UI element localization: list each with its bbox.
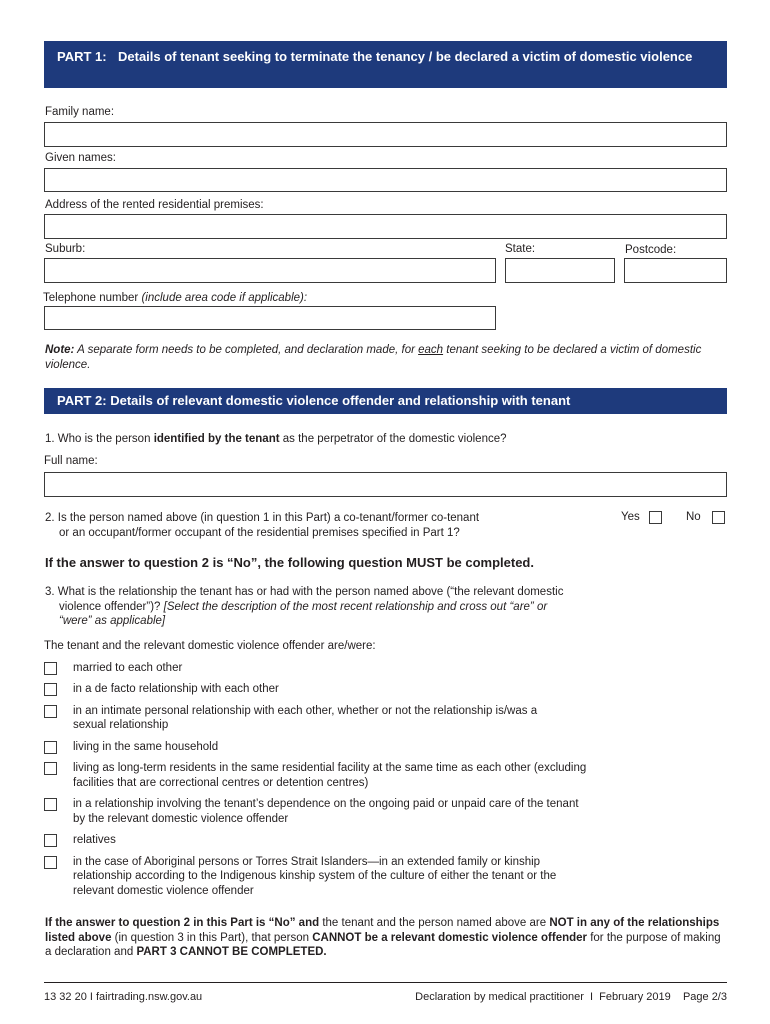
option-care-l1: in a relationship involving the tenant’s dependence on the ongoing paid or unpaid care of the tenant — [73, 798, 579, 810]
option-checkbox-kinship[interactable] — [44, 856, 57, 869]
option-care-l2: by the relevant domestic violence offender — [73, 813, 289, 825]
footer-right: Declaration by medical practitioner I February 2019 Page 2/3 — [415, 991, 727, 1003]
note-text-a: A separate form needs to be completed, and declaration made, for — [77, 344, 415, 356]
final-bold-2: NOT in any — [549, 917, 611, 929]
relationship-intro: The tenant and the relevant domestic violence offender are/were: — [44, 640, 376, 652]
option-checkbox-married[interactable] — [44, 662, 57, 675]
suburb-label: Suburb: — [45, 243, 86, 255]
question-3-line1: 3. What is the relationship the tenant has or had with the person named above (“the relevant domestic — [45, 586, 564, 598]
telephone-hint: (include area code if applicable): — [141, 292, 308, 304]
full-name-input[interactable] — [44, 472, 727, 497]
address-label: Address of the rented residential premises: — [45, 199, 264, 211]
q1-text-b: as the perpetrator of the domestic violence? — [282, 433, 507, 445]
note-underline: each — [418, 344, 444, 356]
final-bold-1: If the answer to question 2 in this Part is “No” and — [45, 917, 320, 929]
part1-label: PART 1: — [57, 49, 107, 64]
note — [45, 343, 725, 372]
final-text-1: the tenant and the person named above are — [322, 917, 547, 929]
option-kinship-l2: relationship according to the Indigenous kinship system of the culture of either the tenant or the — [73, 870, 557, 882]
part2-banner — [44, 388, 727, 414]
state-label: State: — [505, 243, 536, 255]
final-bold-6: PART 3 CANNOT BE COMPLETED. — [136, 946, 327, 958]
q1-text-a: 1. Who is the person — [45, 433, 151, 445]
option-checkbox-household[interactable] — [44, 741, 57, 754]
given-names-input[interactable] — [44, 168, 727, 192]
full-name-label: Full name: — [44, 455, 98, 467]
no-label: No — [686, 511, 701, 523]
part1-title: Details of tenant seeking to terminate the tenancy / be declared a victim of domestic violence — [118, 49, 693, 64]
part2-title: PART 2: Details of relevant domestic violence offender and relationship with tenant — [57, 393, 571, 408]
option-checkbox-long-term[interactable] — [44, 762, 57, 775]
final-bold-4: CANNOT be a relevant domestic — [312, 931, 489, 944]
option-checkbox-intimate[interactable] — [44, 705, 57, 718]
q3-italic-a: [Select the description of the most recent relationship and cross out “are” or — [163, 601, 548, 613]
final-text-3: for the purpose of making a declaration and — [45, 931, 721, 958]
note-bold: Note: — [45, 344, 75, 356]
question-1 — [45, 432, 507, 447]
q1-bold: identified by the tenant — [153, 433, 280, 445]
option-relatives: relatives — [73, 834, 116, 846]
telephone-label — [43, 291, 307, 305]
part1-banner — [44, 41, 727, 88]
option-kinship-l3: relevant domestic violence offender — [73, 885, 254, 897]
option-long-term-l1: living as long-term residents in the same residential facility at the same time as each other (excluding — [73, 762, 587, 774]
question-3-line2 — [59, 600, 547, 615]
no-checkbox[interactable] — [712, 511, 725, 524]
telephone-label-text: Telephone number — [43, 292, 139, 304]
footer-left: 13 32 20 I fairtrading.nsw.gov.au — [44, 991, 203, 1003]
option-de-facto: in a de facto relationship with each other — [73, 683, 279, 695]
option-intimate-l1: in an intimate personal relationship with each other, whether or not the relationship is/was a — [73, 705, 538, 717]
option-checkbox-de-facto[interactable] — [44, 683, 57, 696]
yes-label: Yes — [621, 511, 640, 523]
option-checkbox-relatives[interactable] — [44, 834, 57, 847]
note-text-b: tenant seeking to be declared a victim of domestic violence. — [45, 344, 702, 371]
question-2-line1: 2. Is the person named above (in question 1 in this Part) a co-tenant/former co-tenant — [45, 512, 480, 524]
telephone-input[interactable] — [44, 306, 496, 330]
state-input[interactable] — [505, 258, 615, 283]
family-name-input[interactable] — [44, 122, 727, 147]
yes-checkbox[interactable] — [649, 511, 662, 524]
postcode-label: Postcode: — [625, 244, 677, 256]
question-3-line3: “were” as applicable] — [59, 615, 166, 627]
final-bold-3: of the relationships listed above — [45, 917, 720, 944]
postcode-input[interactable] — [624, 258, 727, 283]
option-checkbox-care[interactable] — [44, 798, 57, 811]
option-long-term-l2: facilities that are correctional centres or detention centres) — [73, 777, 369, 789]
option-intimate-l2: sexual relationship — [73, 719, 169, 731]
final-bold-5: violence offender — [491, 931, 588, 944]
option-kinship-l1: in the case of Aboriginal persons or Torres Strait Islanders—in an extended family or kinship — [73, 856, 541, 868]
final-statement — [45, 916, 730, 960]
option-household: living in the same household — [73, 741, 219, 753]
final-text-2: (in question 3 in this Part), that person — [114, 931, 309, 944]
given-names-label: Given names: — [45, 152, 116, 164]
address-input[interactable] — [44, 214, 727, 239]
q2-heading: If the answer to question 2 is “No”, the following question MUST be completed. — [45, 555, 534, 570]
family-name-label: Family name: — [45, 106, 115, 118]
footer-divider — [44, 982, 727, 983]
question-2-line2: or an occupant/former occupant of the residential premises specified in Part 1? — [59, 527, 460, 539]
suburb-input[interactable] — [44, 258, 496, 283]
option-married: married to each other — [73, 662, 183, 674]
q3-text-a: violence offender”)? — [59, 601, 161, 613]
